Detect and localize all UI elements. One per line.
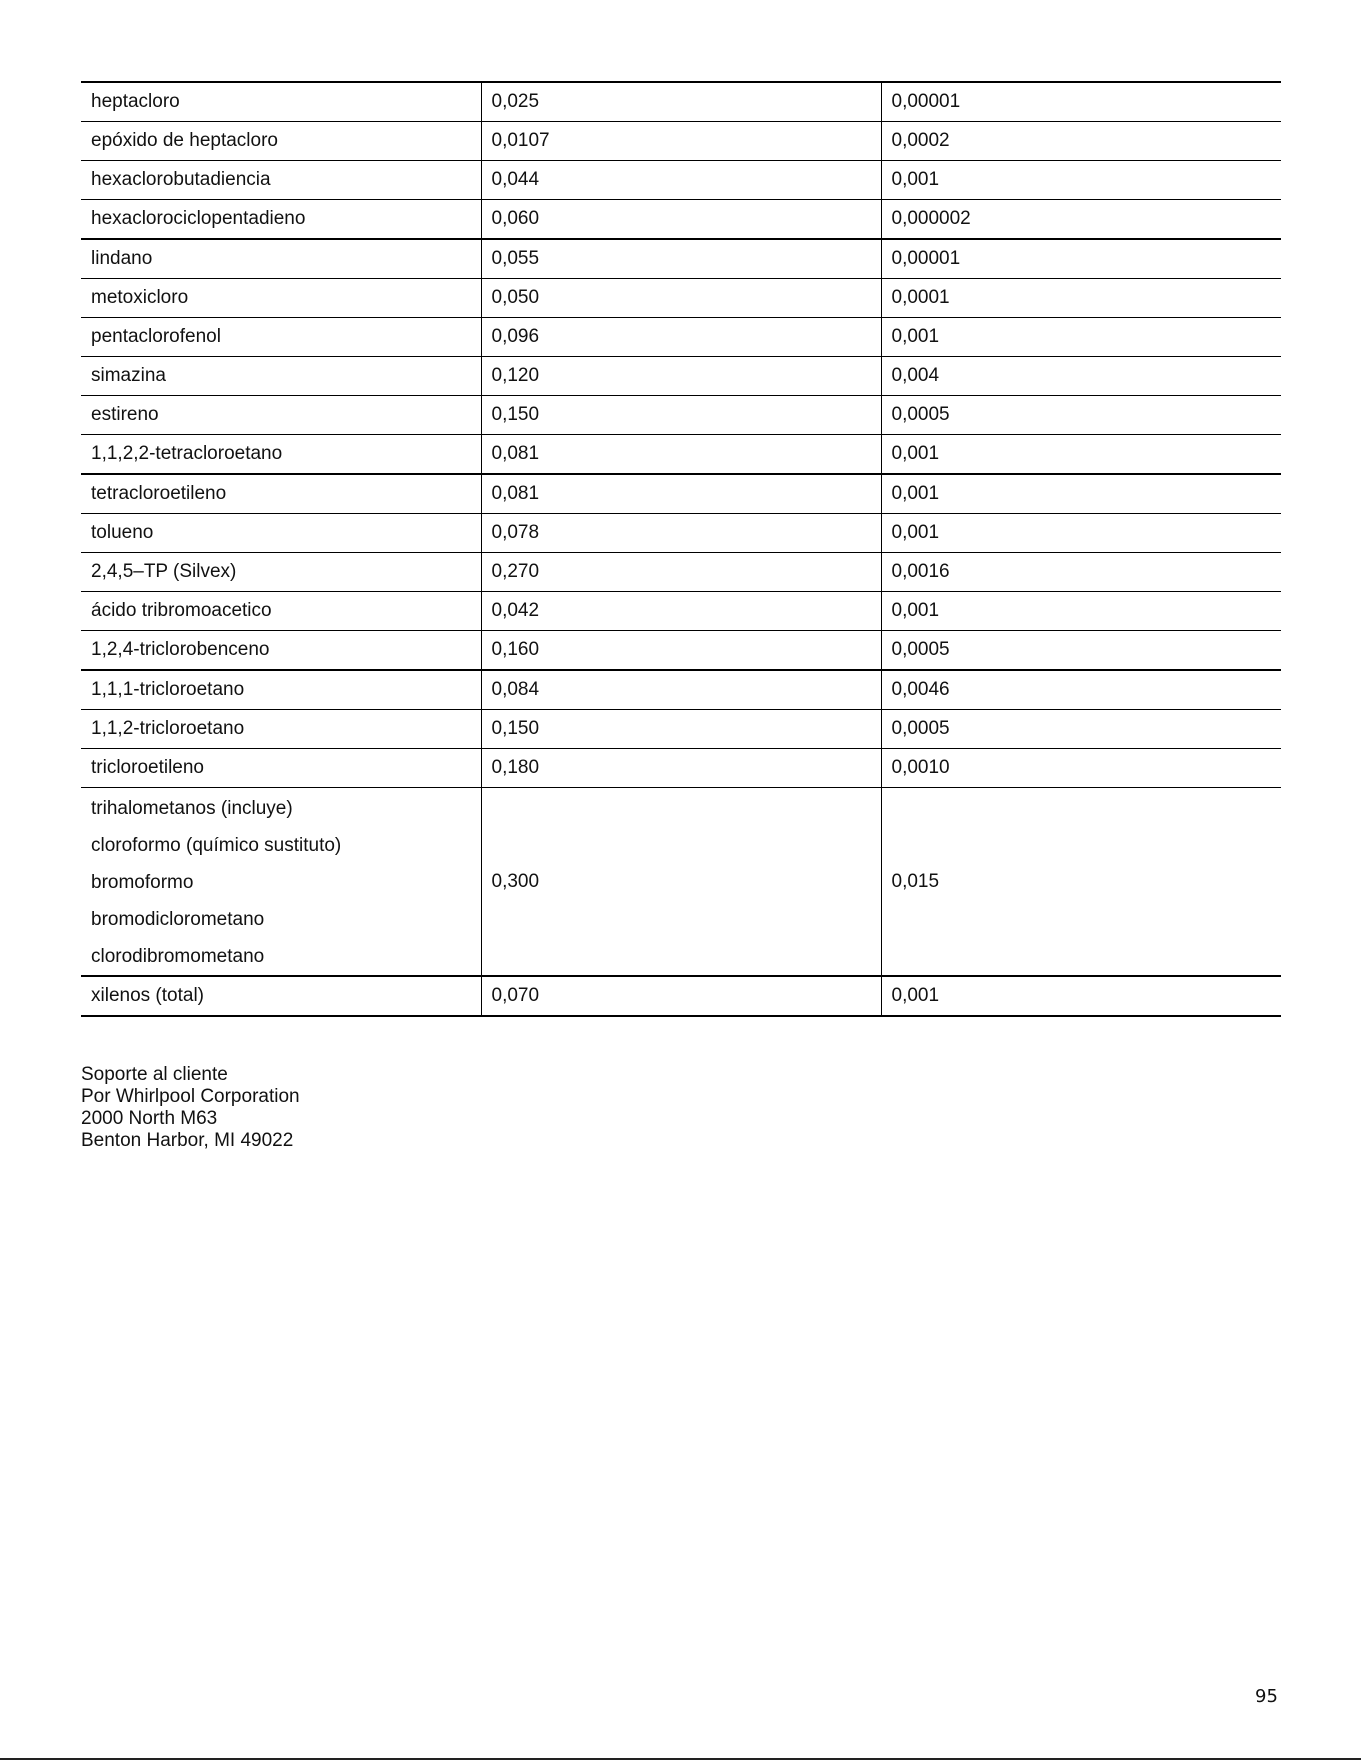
- contaminant-name: tolueno: [81, 514, 481, 553]
- contaminant-name: tetracloroetileno: [81, 474, 481, 514]
- group-line: clorodibromometano: [91, 946, 265, 967]
- contaminant-name: lindano: [81, 239, 481, 279]
- trihalomethanes-row: [81, 788, 1281, 977]
- value-cell: 0,078: [481, 514, 881, 553]
- contaminant-name: epóxido de heptacloro: [81, 122, 481, 161]
- contaminant-name: hexaclorobutadiencia: [81, 161, 481, 200]
- contaminant-name: hexaclorociclopentadieno: [81, 200, 481, 240]
- contaminant-name: tricloroetileno: [81, 749, 481, 788]
- table-row: [81, 474, 1281, 514]
- value-cell: 0,084: [481, 670, 881, 710]
- value-cell: 0,044: [481, 161, 881, 200]
- value-cell: 0,081: [481, 435, 881, 475]
- value-cell: 0,004: [881, 357, 1281, 396]
- contaminant-name: ácido tribromoacetico: [81, 592, 481, 631]
- value-cell: 0,0046: [881, 670, 1281, 710]
- value-cell: 0,070: [481, 976, 881, 1016]
- value-cell: 0,050: [481, 279, 881, 318]
- table-row: [81, 357, 1281, 396]
- contaminant-table: [81, 81, 1281, 1017]
- value-cell: 0,001: [881, 474, 1281, 514]
- contaminant-name: 1,1,2,2-tetracloroetano: [81, 435, 481, 475]
- group-line: bromoformo: [91, 872, 194, 893]
- contaminant-group-names: [81, 788, 481, 977]
- table-row: [81, 631, 1281, 671]
- value-cell: 0,0010: [881, 749, 1281, 788]
- table-row: [81, 592, 1281, 631]
- contaminant-name: heptacloro: [81, 82, 481, 122]
- table-row: [81, 670, 1281, 710]
- table-row: [81, 435, 1281, 475]
- value-cell: 0,270: [481, 553, 881, 592]
- table-row: [81, 749, 1281, 788]
- value-cell: 0,025: [481, 82, 881, 122]
- table-row: [81, 710, 1281, 749]
- value-cell: 0,0001: [881, 279, 1281, 318]
- bottom-divider: [0, 1758, 1361, 1760]
- group-line: trihalometanos (incluye): [91, 798, 293, 819]
- page-number: 95: [1255, 1686, 1278, 1707]
- table-row: [81, 239, 1281, 279]
- value-cell: 0,000002: [881, 200, 1281, 240]
- value-cell: 0,042: [481, 592, 881, 631]
- value-cell: 0,180: [481, 749, 881, 788]
- contaminant-name: 1,1,1-tricloroetano: [81, 670, 481, 710]
- contaminant-name: xilenos (total): [81, 976, 481, 1016]
- value-cell: 0,060: [481, 200, 881, 240]
- value-cell: 0,150: [481, 396, 881, 435]
- value-cell: 0,001: [881, 435, 1281, 475]
- value-cell: 0,160: [481, 631, 881, 671]
- value-cell: 0,001: [881, 514, 1281, 553]
- table-row: [81, 553, 1281, 592]
- table-row: [81, 318, 1281, 357]
- table-row: [81, 200, 1281, 240]
- table-row: [81, 514, 1281, 553]
- table-row: [81, 122, 1281, 161]
- value-cell: 0,00001: [881, 82, 1281, 122]
- value-cell: 0,0005: [881, 710, 1281, 749]
- value-cell: 0,015: [881, 788, 1281, 977]
- table-row: [81, 396, 1281, 435]
- contaminant-name: 1,2,4-triclorobenceno: [81, 631, 481, 671]
- footer-line: Soporte al cliente: [81, 1064, 228, 1085]
- value-cell: 0,0002: [881, 122, 1281, 161]
- value-cell: 0,081: [481, 474, 881, 514]
- group-line: bromodiclorometano: [91, 909, 265, 930]
- value-cell: 0,00001: [881, 239, 1281, 279]
- group-line: cloroformo (químico sustituto): [91, 835, 342, 856]
- contaminant-name: pentaclorofenol: [81, 318, 481, 357]
- value-cell: 0,001: [881, 161, 1281, 200]
- customer-support-address: [81, 1064, 300, 1152]
- footer-line: Benton Harbor, MI 49022: [81, 1130, 294, 1151]
- value-cell: 0,001: [881, 318, 1281, 357]
- table-row: [81, 976, 1281, 1016]
- table-row: [81, 279, 1281, 318]
- value-cell: 0,0005: [881, 631, 1281, 671]
- table-row: [81, 82, 1281, 122]
- value-cell: 0,001: [881, 592, 1281, 631]
- value-cell: 0,0016: [881, 553, 1281, 592]
- contaminant-name: simazina: [81, 357, 481, 396]
- value-cell: 0,0005: [881, 396, 1281, 435]
- table-row: [81, 161, 1281, 200]
- contaminant-name: 2,4,5–TP (Silvex): [81, 553, 481, 592]
- value-cell: 0,0107: [481, 122, 881, 161]
- value-cell: 0,300: [481, 788, 881, 977]
- value-cell: 0,055: [481, 239, 881, 279]
- value-cell: 0,001: [881, 976, 1281, 1016]
- value-cell: 0,096: [481, 318, 881, 357]
- contaminant-name: metoxicloro: [81, 279, 481, 318]
- value-cell: 0,120: [481, 357, 881, 396]
- contaminant-name: 1,1,2-tricloroetano: [81, 710, 481, 749]
- footer-line: 2000 North M63: [81, 1108, 218, 1129]
- footer-line: Por Whirlpool Corporation: [81, 1086, 300, 1107]
- value-cell: 0,150: [481, 710, 881, 749]
- contaminant-name: estireno: [81, 396, 481, 435]
